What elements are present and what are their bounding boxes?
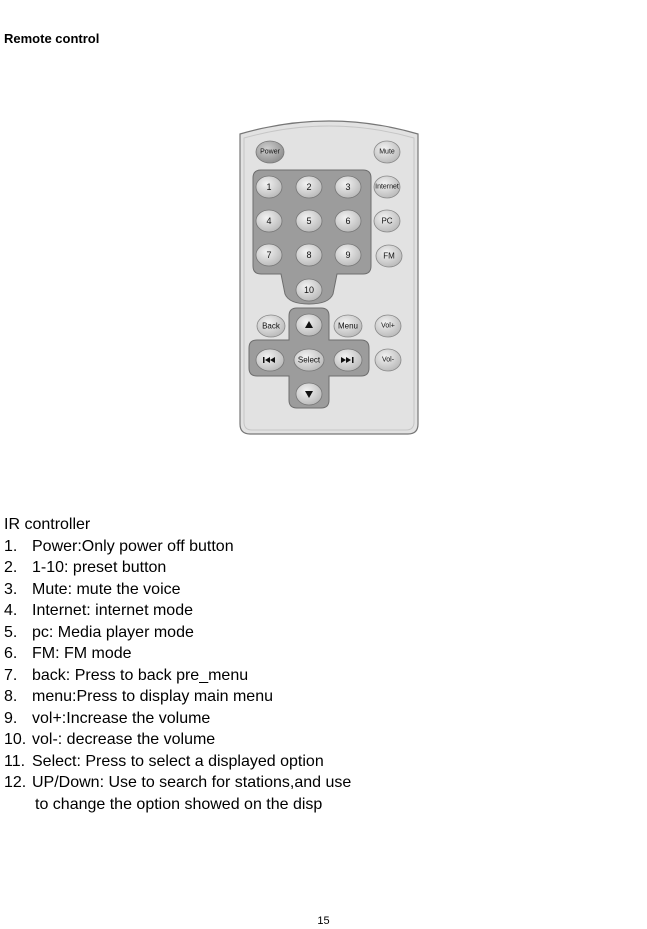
number-label: 1 — [266, 182, 272, 192]
number-label: 6 — [345, 216, 351, 226]
number-button-2[interactable] — [296, 176, 322, 198]
list-item — [4, 579, 351, 601]
select-label: Select — [297, 355, 321, 365]
down-button[interactable] — [296, 383, 322, 405]
page-heading: Remote control — [4, 31, 100, 46]
up-button[interactable] — [296, 314, 322, 336]
fm-label: FM — [383, 251, 395, 261]
internet-label: Internet — [375, 183, 399, 191]
list-item — [4, 600, 351, 622]
mute-label: Mute — [379, 148, 395, 156]
number-button-1[interactable] — [256, 176, 282, 198]
number-label: 10 — [303, 285, 315, 295]
item-number: 3. — [4, 580, 18, 598]
list-item-continuation: to change the option showed on the disp — [35, 795, 323, 813]
number-button-8[interactable] — [296, 244, 322, 266]
number-button-10[interactable] — [296, 279, 322, 301]
item-text: FM: FM mode — [32, 645, 132, 662]
mute-button[interactable] — [374, 141, 400, 163]
item-text: Internet: internet mode — [32, 602, 193, 619]
number-button-4[interactable] — [256, 210, 282, 232]
number-button-9[interactable] — [335, 244, 361, 266]
vol-up-label: Vol+ — [381, 322, 395, 330]
previous-button[interactable] — [256, 349, 284, 371]
ir-controller-description — [4, 514, 351, 815]
pc-label: PC — [381, 216, 393, 226]
item-number: 7. — [4, 666, 18, 684]
back-label: Back — [262, 321, 280, 331]
number-label: 5 — [306, 216, 312, 226]
number-label: 8 — [306, 250, 312, 260]
number-button-5[interactable] — [296, 210, 322, 232]
menu-label: Menu — [337, 321, 359, 331]
list-item — [4, 622, 351, 644]
list-item — [4, 643, 351, 665]
item-text: UP/Down: Use to search for stations,and use — [32, 774, 352, 791]
vol-up-button[interactable] — [375, 315, 401, 337]
item-text: vol-: decrease the volume — [32, 731, 216, 748]
number-label: 3 — [345, 182, 351, 192]
power-button[interactable] — [256, 141, 284, 163]
select-button[interactable] — [294, 349, 324, 371]
power-label: Power — [260, 148, 280, 156]
item-text: pc: Media player mode — [32, 623, 194, 641]
item-text: back: Press to back pre_menu — [32, 666, 249, 684]
number-label: 7 — [266, 250, 272, 260]
number-button-6[interactable] — [335, 210, 361, 232]
item-text: Select: Press to select a displayed option — [32, 752, 324, 770]
item-number: 8. — [4, 688, 18, 705]
item-number: 9. — [4, 709, 18, 727]
list-item — [4, 536, 351, 558]
list-item — [4, 708, 351, 730]
item-text: Mute: mute the voice — [32, 580, 181, 598]
number-label: 9 — [345, 250, 351, 260]
item-number: 4. — [4, 602, 18, 619]
list-item — [4, 557, 351, 579]
list-item — [4, 686, 351, 708]
page-number: 15 — [317, 915, 330, 927]
item-text: menu:Press to display main menu — [32, 688, 273, 705]
item-text: Power:Only power off button — [32, 537, 234, 555]
remote-control-illustration — [237, 118, 421, 438]
item-number: 11. — [4, 752, 26, 770]
item-number: 12. — [4, 774, 27, 791]
item-number: 5. — [4, 623, 18, 641]
vol-down-label: Vol- — [381, 356, 395, 364]
item-text: vol+:Increase the volume — [32, 709, 211, 727]
list-title: IR controller — [4, 516, 91, 533]
vol-down-button[interactable] — [375, 349, 401, 371]
menu-button[interactable] — [334, 315, 362, 337]
list-item — [4, 729, 351, 751]
number-label: 4 — [266, 216, 272, 226]
item-number: 10. — [4, 731, 27, 748]
list-item — [4, 665, 351, 687]
next-button[interactable] — [334, 349, 362, 371]
item-number: 2. — [4, 559, 18, 576]
item-number: 6. — [4, 645, 18, 662]
number-label: 2 — [306, 182, 312, 192]
internet-button[interactable] — [374, 176, 400, 198]
back-button[interactable] — [257, 315, 285, 337]
fm-button[interactable] — [376, 245, 402, 267]
item-text: 1-10: preset button — [32, 559, 167, 576]
list-item — [4, 751, 351, 773]
number-button-3[interactable] — [335, 176, 361, 198]
list-item — [4, 772, 351, 794]
pc-button[interactable] — [374, 210, 400, 232]
number-button-7[interactable] — [256, 244, 282, 266]
item-number: 1. — [4, 537, 18, 555]
